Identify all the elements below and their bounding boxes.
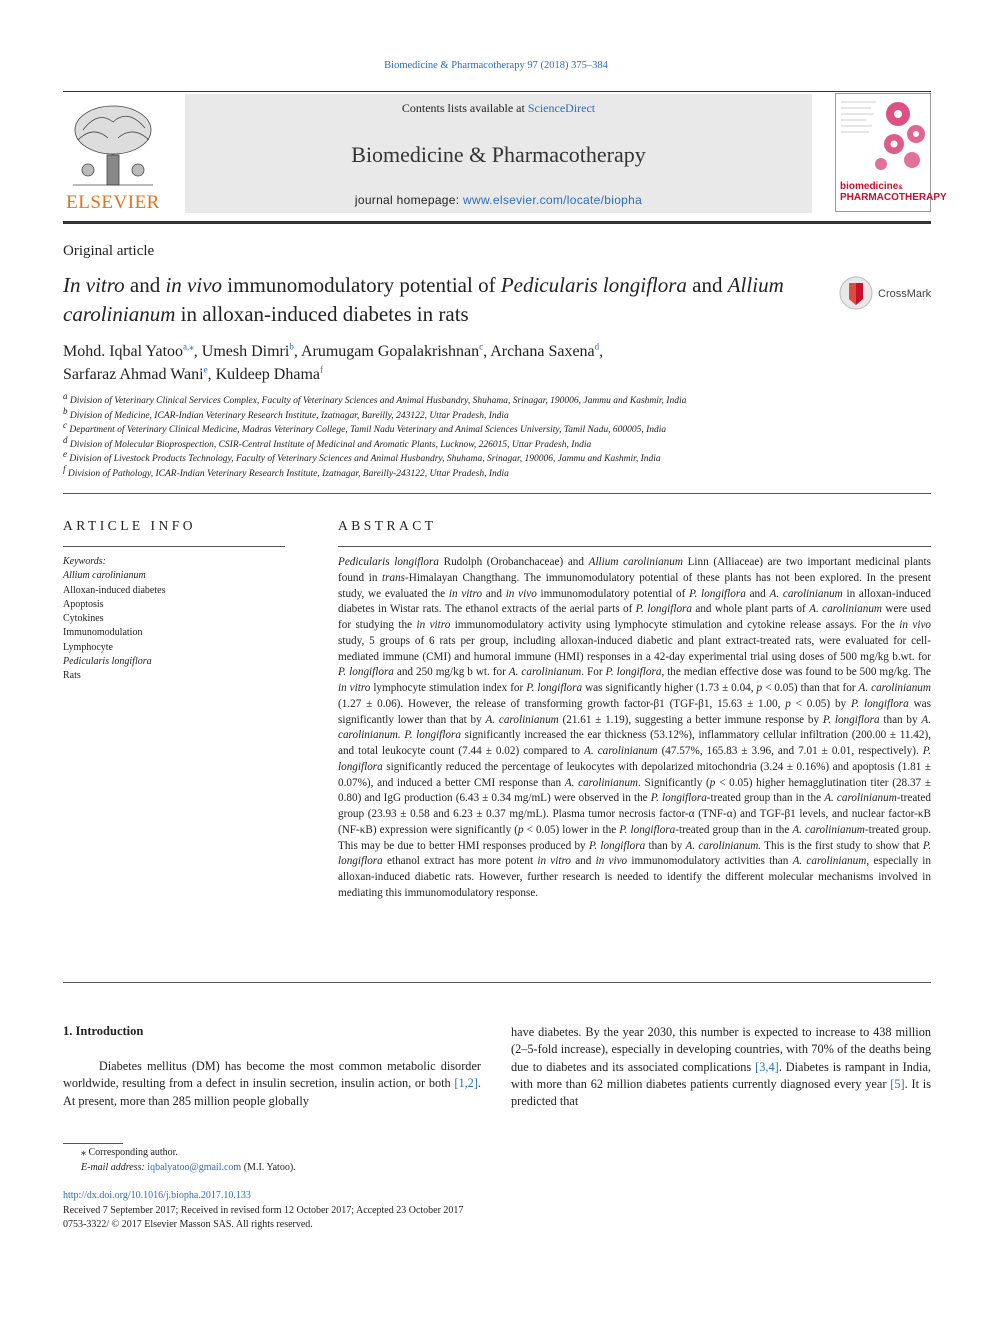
introduction-heading: 1. Introduction <box>63 1024 144 1038</box>
received-dates: Received 7 September 2017; Received in revised form 12 October 2017; Accepted 23 October 2017 <box>63 1204 464 1216</box>
journal-banner <box>185 94 812 213</box>
article-info-rule <box>63 546 285 547</box>
affiliation <box>63 463 923 482</box>
affiliation-text: Department of Veterinary Clinical Medicine, Madras Veterinary College, Tamil Nadu Veterinary and Animal Sciences University, Tamil Nadu, 600005, India <box>69 425 667 435</box>
cover-title <box>840 182 947 202</box>
cover-title-line2: PHARMACOTHERAPY <box>840 192 947 203</box>
affiliation-key: b <box>63 405 68 416</box>
header-top-rule <box>63 91 931 92</box>
title-part: Allium carolinianum <box>63 273 784 326</box>
corresponding-author-note: ⁎ Corresponding author. <box>81 1147 178 1158</box>
author[interactable] <box>63 366 208 383</box>
article-info-heading: ARTICLE INFO <box>63 518 197 533</box>
keyword-item: Immunomodulation <box>63 627 143 639</box>
footnote-rule <box>63 1143 123 1144</box>
affiliation <box>63 390 923 409</box>
affiliation-list <box>63 390 923 481</box>
author-affiliation-mark: b <box>289 341 294 352</box>
doi-link[interactable]: http://dx.doi.org/10.1016/j.biopha.2017.10.133 <box>63 1190 251 1201</box>
email-suffix: (M.I. Yatoo). <box>241 1161 296 1173</box>
author-affiliation-mark: d <box>594 341 600 352</box>
author-affiliation-mark: f <box>320 364 323 375</box>
keyword-item: Apoptosis <box>63 598 104 610</box>
author-affiliation-mark: a,⁎ <box>183 341 194 352</box>
title-part: in alloxan-induced diabetes in rats <box>175 302 469 326</box>
introduction-column-2: have diabetes. By the year 2030, this number is expected to increase to 438 million (2–5-fold increase), especially in developing countries, with 70% of the deaths being due to diabetes and its associated complications [3,4]. Diabetes is rampant in India, with more than 62 million diabetes patients currently diagnosed every year [5]. It is predicted that <box>511 1025 931 1109</box>
title-part: immunomodulatory potential of <box>222 273 501 297</box>
author-name: Arumugam Gopalakrishnan <box>300 343 480 360</box>
elsevier-wordmark: ELSEVIER <box>66 192 160 213</box>
sciencedirect-link[interactable]: ScienceDirect <box>527 101 596 115</box>
homepage-line <box>185 193 812 207</box>
affiliation-key: f <box>63 463 66 474</box>
keyword-item: Cytokines <box>63 613 104 625</box>
affiliation-text: Division of Pathology, ICAR-Indian Veterinary Research Institute, Izatnagar, Bareilly-243122, Uttar Pradesh, India <box>67 468 509 479</box>
affiliation <box>63 448 923 467</box>
abstract-heading: ABSTRACT <box>338 518 437 533</box>
email-label: E-mail address: <box>81 1161 148 1173</box>
title-part: In vitro <box>63 273 125 297</box>
copyright-line: 0753-3322/ © 2017 Elsevier Masson SAS. All rights reserved. <box>63 1219 313 1230</box>
author[interactable] <box>63 343 194 360</box>
affiliation-key: c <box>63 419 67 430</box>
author-affiliation-mark: e <box>203 364 208 375</box>
section-divider <box>63 493 931 494</box>
header-bottom-rule <box>63 221 931 224</box>
cover-artwork <box>836 94 930 179</box>
affiliation-text: Division of Livestock Products Technology, Faculty of Veterinary Sciences and Animal Husbandry, Shuhama, Srinagar, 190006, Jammu and Kashmir, India <box>69 454 661 464</box>
keyword-item: Rats <box>63 670 81 682</box>
abstract-bottom-rule <box>63 982 931 983</box>
author-affiliation-mark: c <box>479 341 484 352</box>
author-name: Archana Saxena <box>490 343 595 360</box>
author-name: Sarfaraz Ahmad Wani <box>63 366 204 383</box>
title-part: and <box>686 273 728 297</box>
affiliation <box>63 419 923 438</box>
cover-title-line1: biomedicine <box>840 181 899 192</box>
journal-citation[interactable]: Biomedicine & Pharmacotherapy 97 (2018) 375–384 <box>384 60 608 71</box>
affiliation-key: e <box>63 448 67 459</box>
keyword-item: Pedicularis longiflora <box>63 656 152 668</box>
journal-cover-thumbnail[interactable] <box>835 93 947 212</box>
homepage-link[interactable]: www.elsevier.com/locate/biopha <box>463 193 643 207</box>
keyword-item: Alloxan-induced diabetes <box>63 584 166 596</box>
crossmark-badge[interactable] <box>838 275 933 311</box>
abstract-text: Pedicularis longiflora Rudolph (Orobanchaceae) and Allium carolinianum Linn (Alliaceae) are two important medicinal plants found in trans-Himalayan Changthang. The immunomodulatory potential of these plants has not been explored. In the present study, we evaluated the in vitro and in vivo immunomodulatory potential of P. longiflora and A. carolinianum in alloxan-induced diabetes in Wistar rats. The ethanol extracts of the aerial parts of P. longiflora and whole plant parts of A. carolinianum were used for studying the in vitro immunomodulatory activity using lymphocyte stimulation and cytokine release assays. For the in vivo study, 5 groups of 6 rats per group, including alloxan-induced diabetic and plant extract-treated rats, were evaluated for cell-mediated immune (CMI) and humoral immune (HMI) responses in a 42-day experimental trial using doses of 500 mg/kg b.wt. for P. longiflora and 250 mg/kg b wt. for A. carolinianum. For P. longiflora, the median effective dose was found to be 500 mg/kg. The in vitro lymphocyte stimulation index for P. longiflora was significantly higher (1.73 ± 0.04, p < 0.05) than that for A. carolinianum (1.27 ± 0.06). However, the release of transforming growth factor-β1 (TGF-β1, 15.63 ± 1.00, p < 0.05) by P. longiflora was significantly lower than that by A. carolinianum (21.61 ± 1.19), suggesting a better immune response by P. longiflora than by A. carolinianum. P. longiflora significantly increased the ear thickness (53.12%), inflammatory cellular infiltration (200.00 ± 11.42), and total leukocyte count (7.44 ± 0.02) compared to A. carolinianum (47.57%, 165.83 ± 3.96, and 7.01 ± 0.01, respectively). P. longiflora significantly reduced the percentage of leukocytes with depolarized mitochondria (3.24 ± 0.16%) and apoptosis (1.81 ± 0.07%), and induced a better CMI response than A. carolinianum. Significantly (p < 0.05) higher hemagglutination titer (28.37 ± 0.80) and IgG production (6.43 ± 0.34 mg/mL) were observed in the P. longiflora-treated group than in the A. carolinianum-treated group (23.93 ± 0.58 and 6.23 ± 0.37 mg/mL). Plasma tumor necrosis factor-α (TNF-α) and TGF-β1 levels, and nuclear factor-κB (NF-κB) expression were significantly (p < 0.05) lower in the P. longiflora-treated group than in the A. carolinianum-treated group. This may be due to better HMI responses produced by P. longiflora than by A. carolinianum. This is the first study to show that P. longiflora ethanol extract has more potent in vitro and in vivo immunomodulatory activities than A. carolinianum, especially in alloxan-induced diabetic rats. However, further research is needed to identify the different molecular mechanisms involved in mediating this immunomodulatory response. <box>338 556 932 899</box>
crossmark-icon <box>838 275 874 311</box>
contents-line <box>185 101 812 116</box>
keyword-item: Lymphocyte <box>63 641 113 653</box>
abstract-rule <box>338 546 931 547</box>
keywords-block <box>63 555 165 684</box>
author-name: Mohd. Iqbal Yatoo <box>63 343 184 360</box>
crossmark-label: CrossMark <box>878 288 932 300</box>
keywords-list <box>63 569 165 683</box>
journal-name: Biomedicine & Pharmacotherapy <box>351 142 646 167</box>
affiliation-text: Division of Molecular Bioprospection, CSIR-Central Institute of Medicinal and Aromatic Plants, Lucknow, 226015, Uttar Pradesh, India <box>69 439 592 450</box>
author[interactable] <box>216 366 323 383</box>
affiliation-key: a <box>63 390 68 401</box>
affiliation-text: Division of Medicine, ICAR-Indian Veterinary Research Institute, Izatnagar, Bareilly, 243122, Uttar Pradesh, India <box>69 410 509 421</box>
footnotes <box>63 1146 563 1175</box>
publication-info <box>63 1189 463 1233</box>
affiliation <box>63 434 923 453</box>
author-name: Kuldeep Dhama <box>215 366 320 383</box>
email-link[interactable]: iqbalyatoo@gmail.com <box>147 1161 242 1173</box>
introduction-column-1: Diabetes mellitus (DM) has become the most common metabolic disorder worldwide, resulting from a defect in insulin secretion, insulin action, or both [1,2]. At present, more than 285 million people globally <box>63 1059 481 1108</box>
author[interactable] <box>202 343 294 360</box>
keywords-label <box>63 555 165 569</box>
title-part: Pedicularis longiflora <box>500 273 687 297</box>
article-type: Original article <box>63 243 155 259</box>
author-list: Mohd. Iqbal Yatoo$^{a,⁎}$, Umesh Dimri$^b$, Arumugam Gopalakrishnan$^c$, Archana Saxena$^d$, Sarfaraz Ahmad Wani$^e$, Kuldeep Dhama$^f$ <box>63 341 604 383</box>
email-line <box>63 1161 563 1176</box>
title-part: in vivo <box>165 273 223 297</box>
affiliation-key: d <box>63 434 68 445</box>
affiliation <box>63 405 923 424</box>
homepage-prefix: journal homepage: <box>354 193 464 207</box>
affiliation-text: Division of Veterinary Clinical Services Complex, Faculty of Veterinary Sciences and Animal Husbandry, Shuhama, Srinagar, 190006, Jammu and Kashmir, India <box>69 396 687 406</box>
author[interactable] <box>301 343 483 360</box>
contents-prefix: Contents lists available at <box>401 101 528 115</box>
author-name: Umesh Dimri <box>201 343 290 360</box>
article-title <box>63 271 823 329</box>
author[interactable] <box>490 343 599 360</box>
keyword-item: Allium carolinianum <box>63 570 146 582</box>
cover-title-amp: & <box>898 185 903 191</box>
title-part: and <box>124 273 166 297</box>
keywords-label-text: Keywords: <box>63 556 106 567</box>
